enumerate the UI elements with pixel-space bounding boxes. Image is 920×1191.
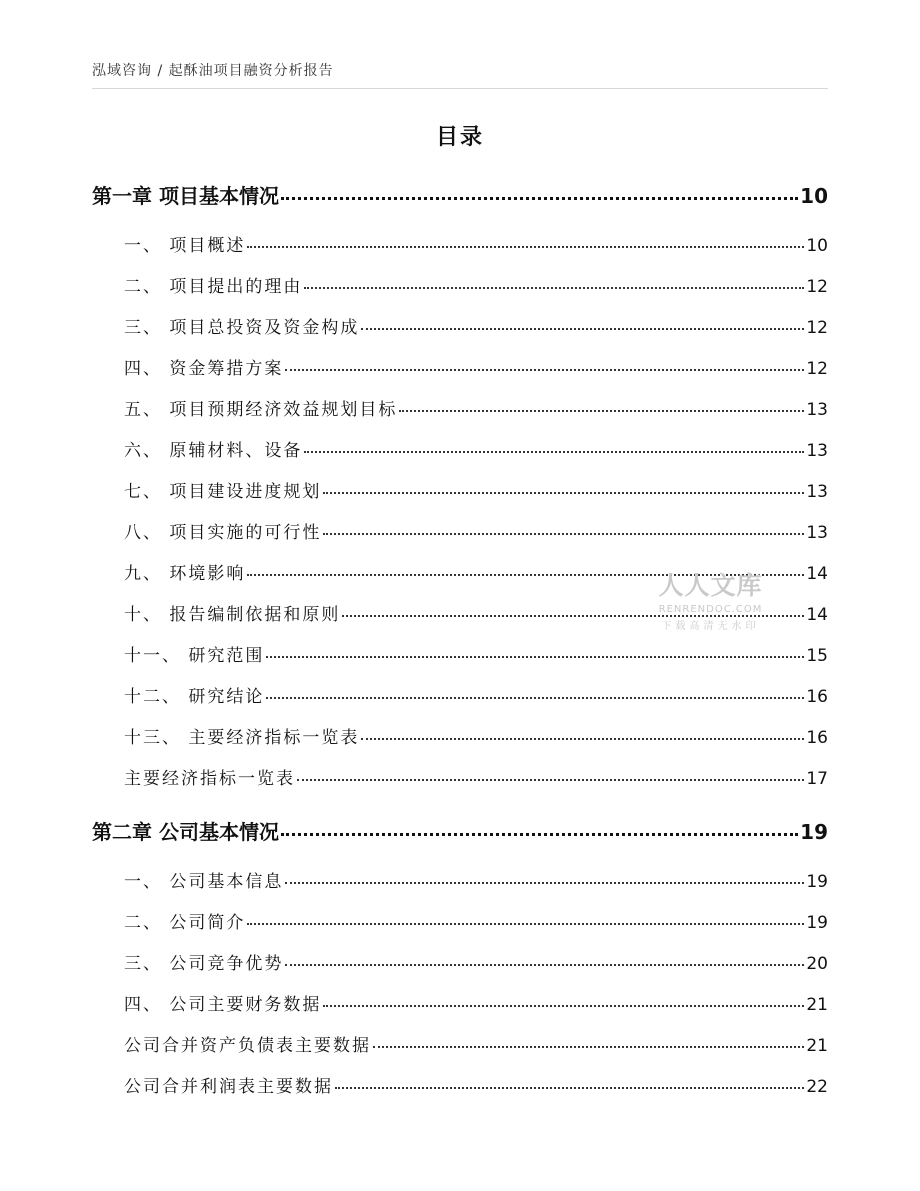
header-rule — [92, 88, 828, 89]
toc-entry-label: 十、 报告编制依据和原则 — [124, 605, 341, 625]
toc-leader-dots — [304, 287, 804, 289]
toc-leader-dots — [281, 197, 798, 200]
toc-leader-dots — [247, 246, 804, 248]
running-header: 泓域咨询 / 起酥油项目融资分析报告 — [92, 63, 334, 79]
toc-entry-label: 一、 公司基本信息 — [124, 872, 284, 892]
toc-entry-page: 13 — [806, 523, 828, 543]
toc-leader-dots — [335, 1087, 804, 1089]
toc-leader-dots — [373, 1046, 804, 1048]
toc-leader-dots — [342, 615, 804, 617]
toc-entry-page: 17 — [806, 769, 828, 789]
toc-leader-dots — [323, 1005, 804, 1007]
toc-entry-label: 五、 项目预期经济效益规划目标 — [124, 400, 398, 420]
toc-section-entry[interactable] — [124, 915, 828, 932]
toc-entry-label: 十一、 研究范围 — [124, 646, 265, 666]
toc-entry-page: 22 — [806, 1077, 828, 1097]
toc-section-entry[interactable] — [124, 525, 828, 542]
toc-leader-dots — [247, 574, 804, 576]
toc-entry-label: 九、 环境影响 — [124, 564, 246, 584]
toc-entry-label: 十二、 研究结论 — [124, 687, 265, 707]
toc-entry-page: 12 — [806, 318, 828, 338]
toc-leader-dots — [285, 369, 804, 371]
toc-entry-label: 七、 项目建设进度规划 — [124, 482, 322, 502]
toc-leader-dots — [266, 656, 804, 658]
toc-leader-dots — [266, 697, 804, 699]
toc-entry-page: 19 — [806, 913, 828, 933]
toc-entry-label: 六、 原辅材料、设备 — [124, 441, 303, 461]
toc-entry-label: 四、 公司主要财务数据 — [124, 995, 322, 1015]
toc-entry-label: 四、 资金筹措方案 — [124, 359, 284, 379]
toc-section-entry[interactable] — [124, 566, 828, 583]
toc-section-entry[interactable] — [124, 607, 828, 624]
toc-entry-page: 16 — [806, 687, 828, 707]
toc-chapter-entry[interactable] — [92, 822, 828, 842]
toc-leader-dots — [304, 451, 804, 453]
toc-entry-label: 公司合并资产负债表主要数据 — [124, 1036, 371, 1056]
toc-entry-page: 20 — [806, 954, 828, 974]
toc-entry-label: 一、 项目概述 — [124, 236, 246, 256]
toc-entry-label: 第一章 项目基本情况 — [92, 184, 279, 208]
toc-section-entry[interactable] — [124, 1079, 828, 1096]
watermark-main-text: 人人文库 — [658, 571, 763, 600]
toc-entry-label: 主要经济指标一览表 — [124, 769, 295, 789]
toc-entry-page: 13 — [806, 400, 828, 420]
toc-section-entry[interactable] — [124, 689, 828, 706]
toc-entry-page: 15 — [806, 646, 828, 666]
toc-entry-page: 13 — [806, 482, 828, 502]
toc-section-entry[interactable] — [124, 279, 828, 296]
toc-entry-label: 二、 项目提出的理由 — [124, 277, 303, 297]
toc-entry-page: 19 — [806, 872, 828, 892]
toc-section-entry[interactable] — [124, 648, 828, 665]
toc-entry-page: 14 — [806, 564, 828, 584]
toc-entry-page: 19 — [800, 820, 828, 844]
toc-section-entry[interactable] — [124, 361, 828, 378]
toc-section-entry[interactable] — [124, 730, 828, 747]
toc-entry-page: 14 — [806, 605, 828, 625]
toc-section-entry[interactable] — [124, 320, 828, 337]
toc-section-entry[interactable] — [124, 956, 828, 973]
toc-leader-dots — [285, 964, 804, 966]
toc-entry-label: 八、 项目实施的可行性 — [124, 523, 322, 543]
toc-entry-page: 16 — [806, 728, 828, 748]
toc-leader-dots — [297, 779, 804, 781]
toc-entry-label: 三、 项目总投资及资金构成 — [124, 318, 360, 338]
toc-section-entry[interactable] — [124, 484, 828, 501]
toc-entry-label: 十三、 主要经济指标一览表 — [124, 728, 360, 748]
toc-entry-label: 二、 公司简介 — [124, 913, 246, 933]
toc-leader-dots — [399, 410, 804, 412]
toc-section-entry[interactable] — [124, 1038, 828, 1055]
toc-leader-dots — [323, 492, 804, 494]
toc-entry-label: 三、 公司竞争优势 — [124, 954, 284, 974]
toc-entry-page: 13 — [806, 441, 828, 461]
toc-section-entry[interactable] — [124, 997, 828, 1014]
watermark-tag-text: 下载高清无水印 — [661, 621, 760, 632]
toc-entry-label: 公司合并利润表主要数据 — [124, 1077, 333, 1097]
toc-section-entry[interactable] — [124, 771, 828, 788]
toc-entry-page: 21 — [806, 995, 828, 1015]
toc-leader-dots — [281, 833, 798, 836]
toc-section-entry[interactable] — [124, 443, 828, 460]
toc-entry-label: 第二章 公司基本情况 — [92, 820, 279, 844]
toc-section-entry[interactable] — [124, 402, 828, 419]
toc-leader-dots — [361, 328, 804, 330]
toc-entry-page: 10 — [806, 236, 828, 256]
toc-leader-dots — [361, 738, 804, 740]
toc-leader-dots — [285, 882, 804, 884]
page-title: 目录 — [435, 125, 484, 150]
toc-section-entry[interactable] — [124, 238, 828, 255]
watermark-sub-text: RENRENDOC.COM — [658, 604, 763, 615]
toc-leader-dots — [323, 533, 804, 535]
toc-chapter-entry[interactable] — [92, 186, 828, 206]
toc-entry-page: 12 — [806, 277, 828, 297]
toc-leader-dots — [247, 923, 804, 925]
toc-entry-page: 12 — [806, 359, 828, 379]
toc-entry-page: 21 — [806, 1036, 828, 1056]
toc-entry-page: 10 — [800, 184, 828, 208]
toc-section-entry[interactable] — [124, 874, 828, 891]
